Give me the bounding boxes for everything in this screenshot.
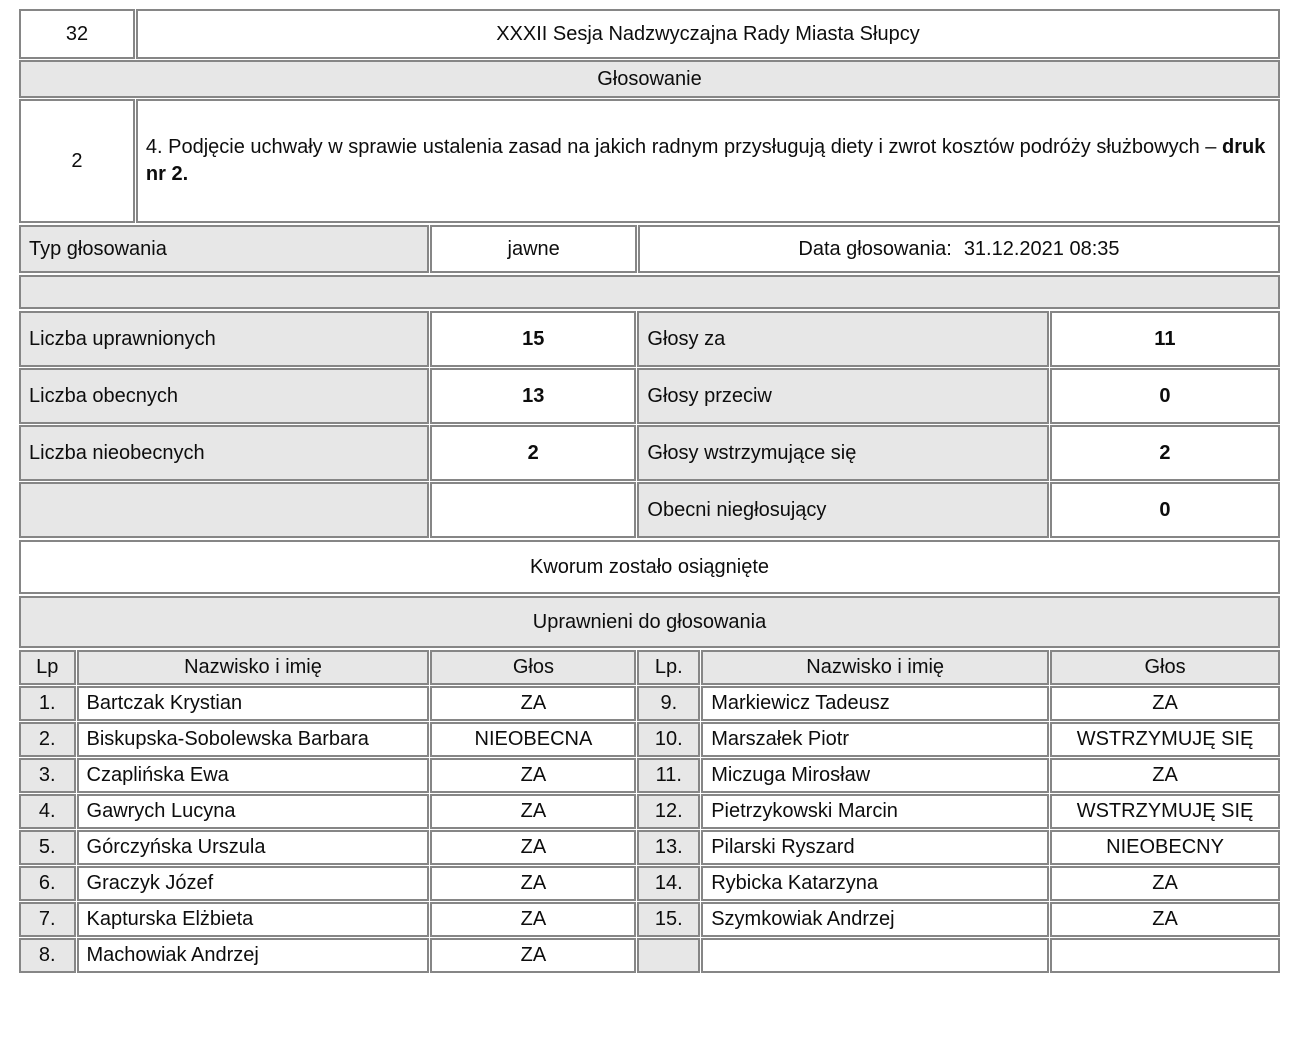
session-header-table	[18, 8, 1281, 224]
voter-name: Machowiak Andrzej	[77, 938, 430, 973]
stat-label-not-voting: Obecni niegłosujący	[637, 482, 1048, 538]
voter-vote: ZA	[1050, 758, 1280, 793]
voter-vote: ZA	[430, 902, 636, 937]
col-header-vote-left: Głos	[430, 650, 636, 685]
voter-lp: 4.	[19, 794, 76, 829]
quorum-table	[18, 539, 1281, 595]
voter-vote: ZA	[1050, 866, 1280, 901]
voter-lp: 5.	[19, 830, 76, 865]
voter-name	[701, 938, 1049, 973]
vote-statistics-table	[18, 310, 1281, 539]
voter-vote	[1050, 938, 1280, 973]
stat-value-empty	[430, 482, 636, 538]
voter-lp: 2.	[19, 722, 76, 757]
voting-section-header: Głosowanie	[19, 60, 1280, 98]
voter-name: Pietrzykowski Marcin	[701, 794, 1049, 829]
voters-table	[18, 649, 1281, 974]
voter-lp: 9.	[637, 686, 700, 721]
voter-lp: 14.	[637, 866, 700, 901]
agenda-item-text-regular: 4. Podjęcie uchwały w sprawie ustalenia zasad na jakich radnym przysługują diety i zwrot kosztów podróży służbowych –	[145, 136, 1222, 158]
voter-name: Bartczak Krystian	[77, 686, 430, 721]
agenda-item-number: 2	[19, 99, 135, 223]
col-header-lp-right: Lp.	[637, 650, 700, 685]
voter-vote: NIEOBECNY	[1050, 830, 1280, 865]
voter-lp: 12.	[637, 794, 700, 829]
voter-vote: ZA	[430, 758, 636, 793]
voter-vote: ZA	[430, 794, 636, 829]
voter-name: Szymkowiak Andrzej	[701, 902, 1049, 937]
voter-name: Gawrych Lucyna	[77, 794, 430, 829]
voter-lp: 8.	[19, 938, 76, 973]
quorum-status: Kworum zostało osiągnięte	[19, 540, 1280, 594]
voters-section-row	[19, 596, 1280, 648]
voter-name: Graczyk Józef	[77, 866, 430, 901]
spacer-band-row	[19, 275, 1280, 309]
voter-lp: 15.	[637, 902, 700, 937]
voter-row	[19, 758, 1280, 793]
voter-row	[19, 938, 1280, 973]
col-header-vote-right: Głos	[1050, 650, 1280, 685]
voter-name: Górczyńska Urszula	[77, 830, 430, 865]
voting-section-row	[19, 60, 1280, 98]
stat-value-abstain: 2	[1050, 425, 1280, 481]
vote-type-value: jawne	[430, 225, 636, 273]
quorum-row	[19, 540, 1280, 594]
voter-name: Rybicka Katarzyna	[701, 866, 1049, 901]
vote-meta-table	[18, 224, 1281, 274]
voter-vote: ZA	[430, 686, 636, 721]
vote-date-value: 31.12.2021 08:35	[963, 237, 1120, 260]
stats-row	[19, 482, 1280, 538]
voter-vote: WSTRZYMUJĘ SIĘ	[1050, 722, 1280, 757]
voter-lp: 1.	[19, 686, 76, 721]
stat-value-absent: 2	[430, 425, 636, 481]
voter-lp: 11.	[637, 758, 700, 793]
spacer-band	[19, 275, 1280, 309]
voter-vote: WSTRZYMUJĘ SIĘ	[1050, 794, 1280, 829]
stats-row	[19, 368, 1280, 424]
voters-section-table	[18, 595, 1281, 649]
voter-row	[19, 722, 1280, 757]
stat-value-eligible: 15	[430, 311, 636, 367]
vote-type-label: Typ głosowania	[19, 225, 429, 273]
voter-name: Pilarski Ryszard	[701, 830, 1049, 865]
voter-row	[19, 830, 1280, 865]
stat-value-present: 13	[430, 368, 636, 424]
voter-lp: 3.	[19, 758, 76, 793]
voters-section-header: Uprawnieni do głosowania	[19, 596, 1280, 648]
stat-label-votes-against: Głosy przeciw	[637, 368, 1048, 424]
stats-row	[19, 425, 1280, 481]
voter-name: Biskupska-Sobolewska Barbara	[77, 722, 430, 757]
voter-row	[19, 686, 1280, 721]
stat-label-present: Liczba obecnych	[19, 368, 429, 424]
stats-row	[19, 311, 1280, 367]
voter-row	[19, 902, 1280, 937]
stat-value-votes-for: 11	[1050, 311, 1280, 367]
voter-lp: 7.	[19, 902, 76, 937]
voter-lp: 13.	[637, 830, 700, 865]
voter-vote: ZA	[430, 830, 636, 865]
agenda-item-row	[19, 99, 1280, 223]
vote-meta-row	[19, 225, 1280, 273]
agenda-item-druk-number: druk nr 2.	[145, 136, 1266, 185]
voter-vote: ZA	[1050, 686, 1280, 721]
stat-label-absent: Liczba nieobecnych	[19, 425, 429, 481]
voting-protocol-document	[18, 8, 1281, 974]
col-header-name-right: Nazwisko i imię	[701, 650, 1049, 685]
session-row	[19, 9, 1280, 59]
voter-name: Kapturska Elżbieta	[77, 902, 430, 937]
voter-row	[19, 866, 1280, 901]
voter-vote: NIEOBECNA	[430, 722, 636, 757]
col-header-name-left: Nazwisko i imię	[77, 650, 430, 685]
stat-value-not-voting: 0	[1050, 482, 1280, 538]
vote-date-label: Data głosowania:	[798, 237, 952, 260]
stat-label-eligible: Liczba uprawnionych	[19, 311, 429, 367]
stat-value-votes-against: 0	[1050, 368, 1280, 424]
voter-lp	[637, 938, 700, 973]
col-header-lp-left: Lp	[19, 650, 76, 685]
session-number: 32	[19, 9, 135, 59]
voter-name: Marszałek Piotr	[701, 722, 1049, 757]
voters-header-row	[19, 650, 1280, 685]
stat-label-votes-for: Głosy za	[637, 311, 1048, 367]
voter-name: Czaplińska Ewa	[77, 758, 430, 793]
agenda-item-text	[136, 99, 1280, 223]
voter-vote: ZA	[430, 938, 636, 973]
voter-vote: ZA	[1050, 902, 1280, 937]
stat-label-abstain: Głosy wstrzymujące się	[637, 425, 1048, 481]
stat-label-empty	[19, 482, 429, 538]
voter-lp: 6.	[19, 866, 76, 901]
session-title: XXXII Sesja Nadzwyczajna Rady Miasta Słupcy	[136, 9, 1280, 59]
spacer-band-table	[18, 274, 1281, 310]
voter-lp: 10.	[637, 722, 700, 757]
vote-date	[638, 225, 1280, 273]
voter-vote: ZA	[430, 866, 636, 901]
voter-name: Miczuga Mirosław	[701, 758, 1049, 793]
voter-name: Markiewicz Tadeusz	[701, 686, 1049, 721]
voter-row	[19, 794, 1280, 829]
